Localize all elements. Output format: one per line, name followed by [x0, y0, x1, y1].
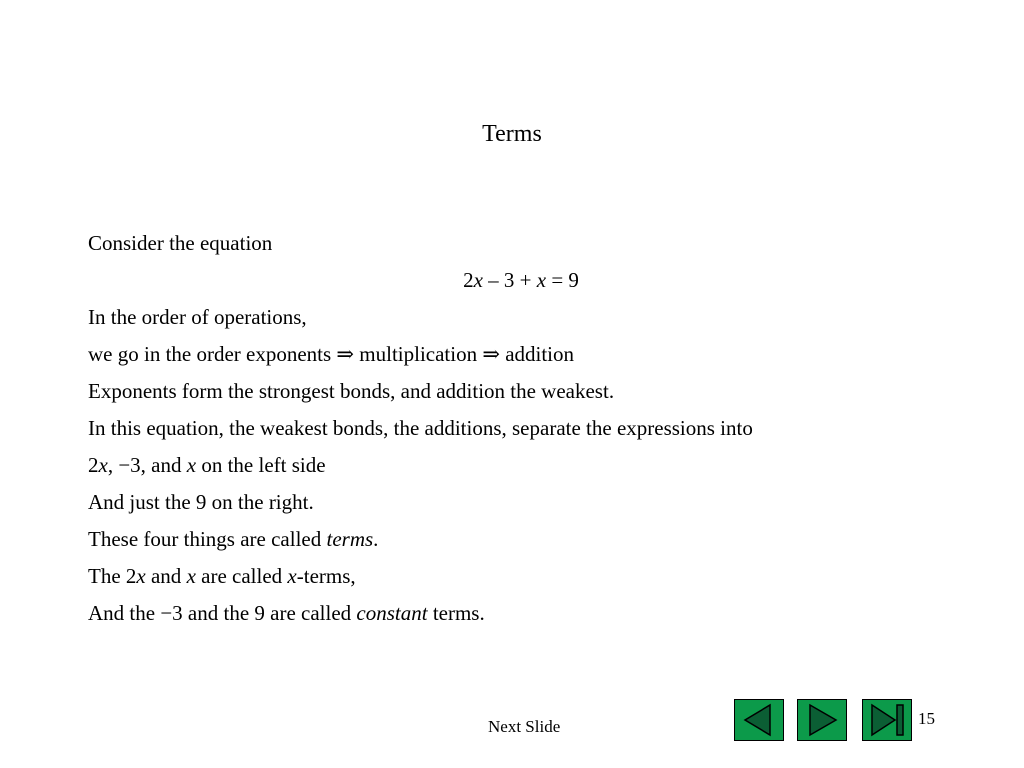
equation-var-x: x: [473, 268, 483, 292]
previous-slide-icon: [737, 702, 781, 738]
var-x: x: [98, 453, 108, 477]
text-part: -terms,: [296, 564, 356, 588]
text-line-order: In the order of operations,: [88, 305, 307, 329]
text-line-exponents-order: we go in the order exponents ⇒ multiplication ⇒ addition: [88, 342, 575, 366]
var-x: x: [186, 564, 196, 588]
equation-var-x: x: [536, 268, 547, 292]
slide-body: [88, 228, 968, 635]
var-x: x: [186, 453, 197, 477]
page-number: 15: [918, 709, 935, 728]
var-x: x: [136, 564, 146, 588]
equation-part: – 3 +: [482, 268, 537, 292]
text-line-bonds: Exponents form the strongest bonds, and addition the weakest.: [88, 379, 615, 403]
text-part: on the left side: [196, 453, 326, 477]
equation-coef: 2: [463, 268, 474, 292]
text-line-separate: In this equation, the weakest bonds, the additions, separate the expressions into: [88, 416, 753, 440]
previous-slide-button[interactable]: [734, 699, 784, 741]
next-slide-link[interactable]: Next Slide: [488, 717, 561, 736]
text-part: .: [373, 527, 379, 551]
text-line-left-side: [88, 450, 968, 487]
text-part: , −3, and: [107, 453, 187, 477]
text-part: The 2: [88, 564, 137, 588]
text-line-intro: Consider the equation: [88, 231, 273, 255]
next-slide-button[interactable]: [797, 699, 847, 741]
text-line-x-terms: [88, 561, 968, 598]
last-slide-button[interactable]: [862, 699, 912, 741]
emphasis-terms: terms: [326, 527, 374, 551]
text-line-right-side: And just the 9 on the right.: [88, 490, 314, 514]
next-slide-icon: [800, 702, 844, 738]
emphasis-constant: constant: [356, 601, 428, 625]
text-part: 2: [88, 453, 99, 477]
text-part: and: [145, 564, 187, 588]
slide-title: Terms: [482, 121, 542, 147]
var-x: x: [287, 564, 297, 588]
text-part: terms.: [427, 601, 485, 625]
text-part: are called: [195, 564, 288, 588]
text-line-constant-terms: [88, 598, 968, 635]
text-line-terms: [88, 524, 968, 561]
equation-part: = 9: [546, 268, 579, 292]
equation-line: [88, 265, 968, 302]
text-part: These four things are called: [88, 527, 327, 551]
text-part: And the −3 and the 9 are called: [88, 601, 357, 625]
last-slide-icon: [865, 702, 909, 738]
